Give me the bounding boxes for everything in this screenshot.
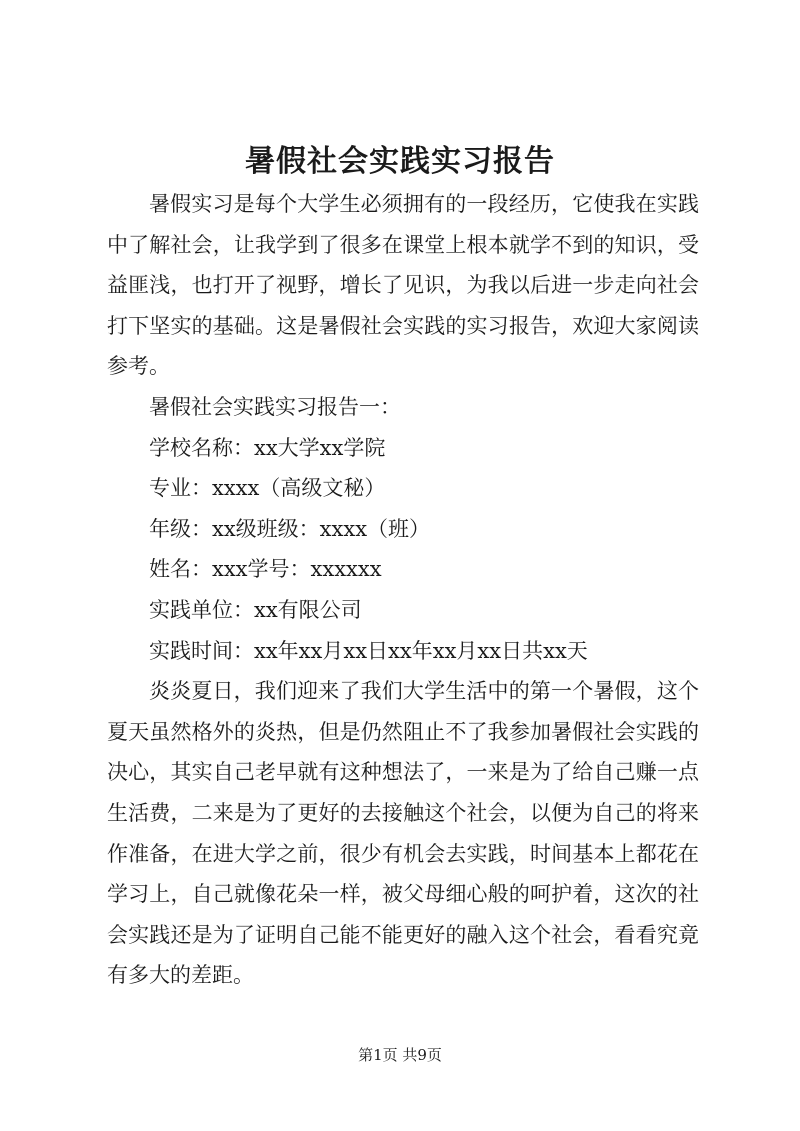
name-id-line: 姓名：xxx学号：xxxxxx [149, 557, 382, 582]
document-title: 暑假社会实践实习报告 [245, 144, 555, 179]
body-paragraph: 炎炎夏日，我们迎来了我们大学生活中的第一个暑假，这个夏天虽然格外的炎热，但是仍然阻止不了我参加暑假社会实践的决心，其实自己老早就有这种想法了，一来是为了给自己赚一点生活费，二来是为了更好的去接触这个社会，以便为自己的将来作准备，在进大学之前，很少有机会去实践，时间基本上都花在学习上，自己就像花朵一样，被父母细心般的呵护着，这次的社会实践还是为了证明自己能不能更好的融入这个社会，看看究竟有多大的差距。 [107, 679, 699, 988]
report-subtitle: 暑假社会实践实习报告一： [149, 394, 401, 419]
grade-class-line: 年级：xx级班级：xxxx（班） [149, 516, 431, 541]
practice-unit-line: 实践单位：xx有限公司 [149, 597, 362, 622]
document-body [107, 184, 699, 996]
intro-paragraph: 暑假实习是每个大学生必须拥有的一段经历，它使我在实践中了解社会，让我学到了很多在课堂上根本就学不到的知识，受益匪浅，也打开了视野，增长了见识，为我以后进一步走向社会打下坚实的基础。这是暑假社会实践的实习报告，欢迎大家阅读参考。 [107, 192, 699, 379]
page-footer: 第1页 共9页 [358, 1046, 442, 1064]
major-line: 专业：xxxx（高级文秘） [149, 476, 386, 501]
practice-time-line: 实践时间：xx年xx月xx日xx年xx月xx日共xx天 [149, 638, 588, 663]
school-name-line: 学校名称：xx大学xx学院 [149, 435, 386, 460]
